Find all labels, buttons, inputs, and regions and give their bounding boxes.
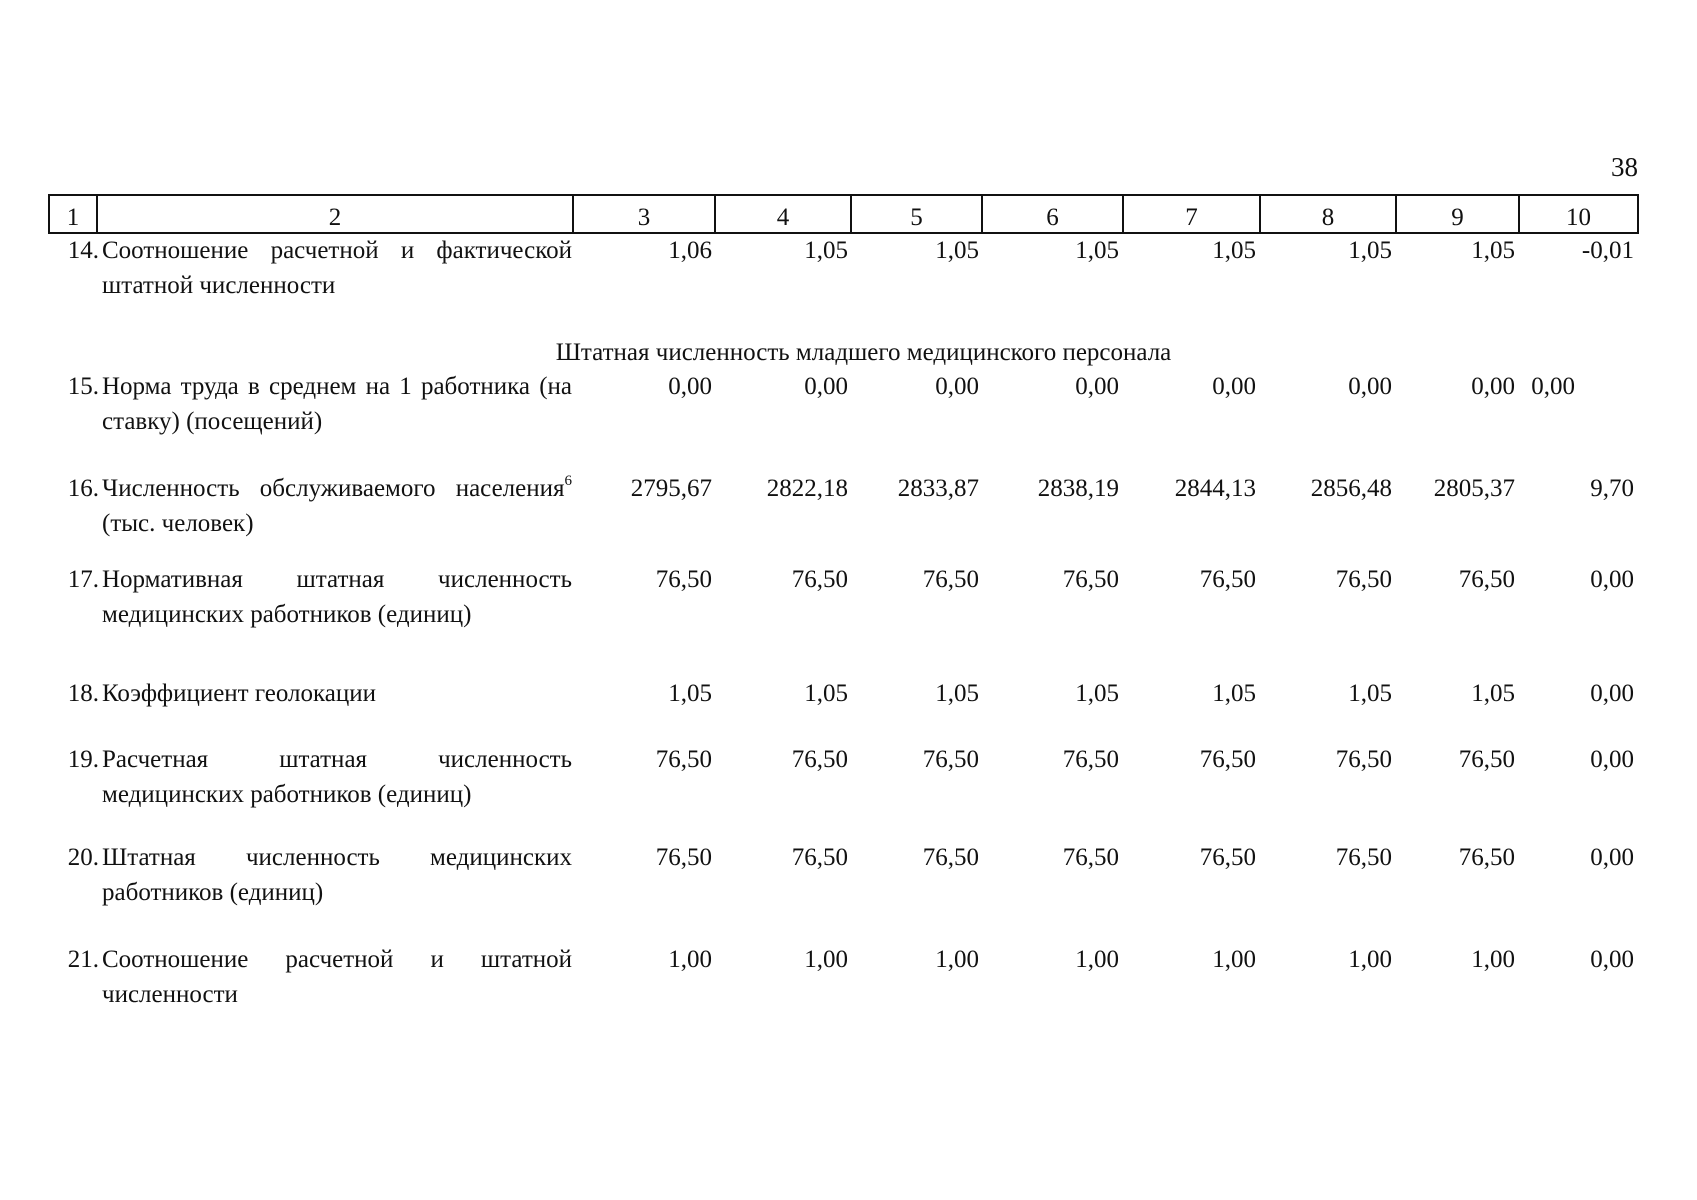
row-number: 15. [67,373,99,400]
row-number: 17. [67,566,99,593]
value-col-7: 2844,13 [1174,475,1256,502]
row-label-text: Численность обслуживаемого населения [102,475,565,502]
value-col-6: 76,50 [1062,746,1119,773]
value-col-8: 76,50 [1335,566,1392,593]
value-col-10: 0,00 [1590,566,1634,593]
row-number: 19. [67,746,99,773]
value-col-6: 1,05 [1075,680,1119,707]
value-col-6: 0,00 [1075,373,1119,400]
value-col-4: 0,00 [804,373,848,400]
row-label: Коэффициент геолокации [102,680,377,707]
value-col-9: 1,05 [1471,237,1515,264]
row-label: Соотношение расчетной и фактической штатной численности [102,237,572,299]
value-col-5: 1,05 [935,680,979,707]
value-col-9: 1,05 [1471,680,1515,707]
column-number-2: 2 [97,195,573,233]
value-col-8: 76,50 [1335,746,1392,773]
row-label: Соотношение расчетной и штатной численности [102,946,572,1008]
value-col-3: 1,06 [668,237,712,264]
value-col-3: 2795,67 [630,475,712,502]
value-col-9: 76,50 [1458,746,1515,773]
value-col-10: 9,70 [1590,475,1634,502]
column-number-4: 4 [715,195,851,233]
value-col-10: 0,00 [1590,746,1634,773]
row-label-unit: (тыс. человек) [102,510,254,537]
column-number-1: 1 [49,195,97,233]
value-col-4: 1,05 [804,237,848,264]
value-col-7: 1,05 [1212,237,1256,264]
value-col-10: 0,00 [1531,373,1575,400]
value-col-7: 1,00 [1212,946,1256,973]
column-number-10: 10 [1519,195,1638,233]
value-col-5: 76,50 [922,844,979,871]
row-label: Расчетная штатная численность медицинских работников (единиц) [102,746,572,808]
value-col-9: 0,00 [1471,373,1515,400]
value-col-10: 0,00 [1590,680,1634,707]
value-col-7: 76,50 [1199,844,1256,871]
value-col-5: 1,05 [935,237,979,264]
value-col-3: 1,05 [668,680,712,707]
value-col-5: 0,00 [935,373,979,400]
row-label [102,471,572,541]
value-col-9: 2805,37 [1433,475,1515,502]
value-col-4: 76,50 [791,844,848,871]
row-number: 20. [67,844,99,871]
value-col-8: 1,05 [1348,237,1392,264]
value-col-10: 0,00 [1590,844,1634,871]
value-col-8: 1,00 [1348,946,1392,973]
value-col-4: 1,05 [804,680,848,707]
column-number-8: 8 [1260,195,1396,233]
value-col-5: 1,00 [935,946,979,973]
row-label: Нормативная штатная численность медицинских работников (единиц) [102,566,572,628]
page-number: 38 [1611,152,1638,182]
row-number: 14. [67,237,99,264]
value-col-8: 2856,48 [1310,475,1392,502]
column-number-9: 9 [1396,195,1519,233]
value-col-3: 76,50 [655,746,712,773]
value-col-6: 76,50 [1062,566,1119,593]
column-number-5: 5 [851,195,982,233]
value-col-6: 76,50 [1062,844,1119,871]
value-col-4: 1,00 [804,946,848,973]
value-col-3: 0,00 [668,373,712,400]
row-label: Штатная численность медицинских работников (единиц) [102,844,572,906]
value-col-9: 76,50 [1458,566,1515,593]
column-number-6: 6 [982,195,1123,233]
row-number: 16. [67,475,99,502]
row-number: 21. [67,946,99,973]
value-col-5: 2833,87 [897,475,979,502]
value-col-4: 76,50 [791,566,848,593]
row-number: 18. [67,680,99,707]
column-header-row [48,194,1639,234]
column-number-7: 7 [1123,195,1260,233]
value-col-6: 1,00 [1075,946,1119,973]
value-col-8: 76,50 [1335,844,1392,871]
value-col-7: 1,05 [1212,680,1256,707]
value-col-8: 1,05 [1348,680,1392,707]
value-col-10: -0,01 [1581,237,1634,264]
value-col-4: 76,50 [791,746,848,773]
value-col-9: 76,50 [1458,844,1515,871]
value-col-9: 1,00 [1471,946,1515,973]
value-col-3: 76,50 [655,844,712,871]
value-col-5: 76,50 [922,746,979,773]
value-col-6: 2838,19 [1037,475,1119,502]
value-col-8: 0,00 [1348,373,1392,400]
footnote-marker: 6 [564,473,572,489]
column-number-3: 3 [573,195,715,233]
value-col-10: 0,00 [1590,946,1634,973]
value-col-4: 2822,18 [766,475,848,502]
section-title: Штатная численность младшего медицинского персонала [555,339,1172,366]
value-col-7: 76,50 [1199,746,1256,773]
value-col-5: 76,50 [922,566,979,593]
value-col-6: 1,05 [1075,237,1119,264]
value-col-3: 76,50 [655,566,712,593]
value-col-7: 76,50 [1199,566,1256,593]
row-label: Норма труда в среднем на 1 работника (на ставку) (посещений) [102,373,572,435]
value-col-7: 0,00 [1212,373,1256,400]
value-col-3: 1,00 [668,946,712,973]
